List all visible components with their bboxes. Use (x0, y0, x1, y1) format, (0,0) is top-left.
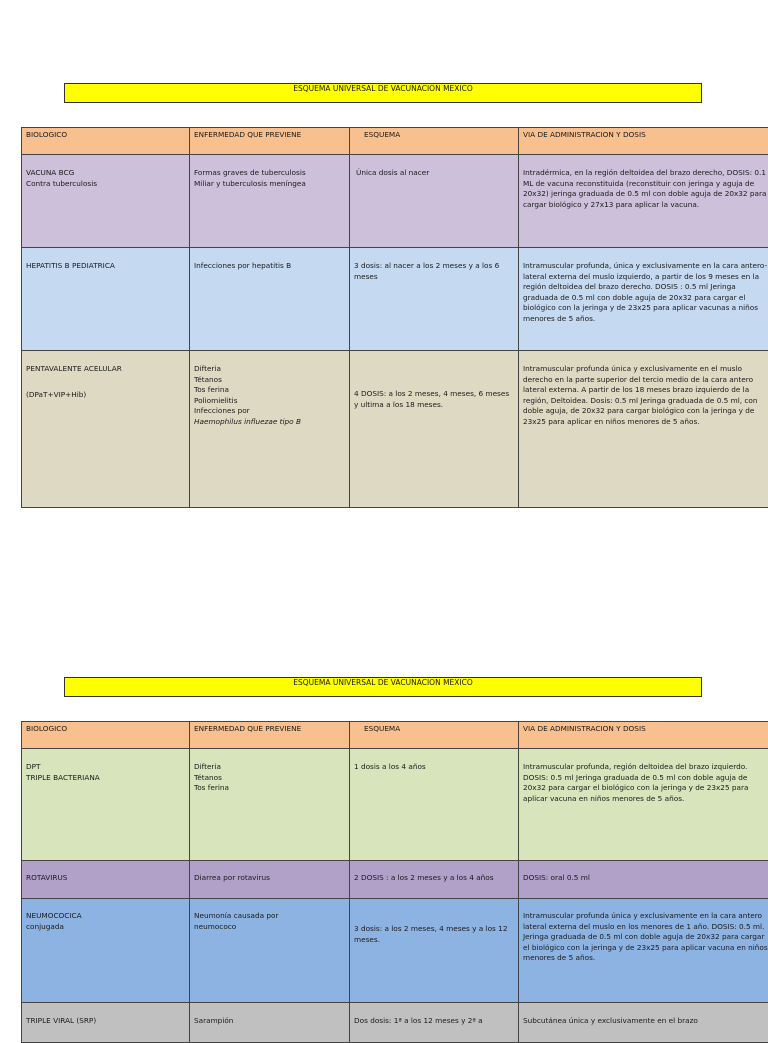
cell-esquema: 4 DOSIS: a los 2 meses, 4 meses, 6 meses y ultima a los 18 meses. (350, 351, 519, 508)
enfermedad-line: Difteria (194, 364, 345, 375)
header-enfermedad: ENFERMEDAD QUE PREVIENE (190, 128, 350, 155)
enfermedad-line: Tétanos (194, 375, 345, 386)
biologico-line: conjugada (26, 922, 185, 933)
cell-enfermedad (190, 1003, 350, 1043)
table-header-row (22, 722, 768, 749)
table-row-bcg (22, 155, 768, 248)
cell-biologico (22, 351, 190, 508)
cell-enfermedad (190, 351, 350, 508)
cell-esquema: 2 DOSIS : a los 2 meses y a los 4 años (350, 861, 519, 899)
table-row-triple-viral (22, 1003, 768, 1043)
cell-enfermedad (190, 861, 350, 899)
biologico-line: NEUMOCOCICA (26, 911, 185, 922)
cell-esquema: Única dosis al nacer (350, 155, 519, 248)
cell-enfermedad (190, 899, 350, 1003)
cell-esquema: 1 dosis a los 4 años (350, 749, 519, 861)
biologico-line: Contra tuberculosis (26, 179, 185, 190)
biologico-line: TRIPLE VIRAL (SRP) (26, 1016, 185, 1027)
cell-biologico (22, 899, 190, 1003)
header-biologico: BIOLOGICO (22, 128, 190, 155)
cell-enfermedad (190, 248, 350, 351)
enfermedad-line: Neumonía causada por (194, 911, 345, 922)
header-enfermedad: ENFERMEDAD QUE PREVIENE (190, 722, 350, 749)
cell-via: Intramuscular profunda única y exclusivamente en el muslo derecho en la parte superior del tercio medio de la cara antero lateral externa. A partir de los 18 meses brazo izquierdo de la región, Deltoidea. Dosis: 0.5 ml Jeringa graduada de 0.5 ml, con doble aguja, de 20x32 para cargar biológico con la jeringa y de 23x25 para aplicar en niños menores de 5 años. (519, 351, 768, 508)
enfermedad-line: neumococo (194, 922, 345, 933)
enfermedad-line: Tos ferina (194, 783, 345, 794)
header-via: VIA DE ADMINISTRACION Y DOSIS (519, 128, 768, 155)
biologico-line: VACUNA BCG (26, 168, 185, 179)
cell-enfermedad (190, 749, 350, 861)
cell-biologico (22, 248, 190, 351)
table-header-row (22, 128, 768, 155)
enfermedad-line-italic: Haemophilus influezae tipo B (194, 417, 345, 428)
enfermedad-line: Poliomielitis (194, 396, 345, 407)
vaccination-table-1 (21, 127, 768, 508)
cell-via: Subcutánea única y exclusivamente en el brazo (519, 1003, 768, 1043)
cell-esquema: 3 dosis: a los 2 meses, 4 meses y a los 12 meses. (350, 899, 519, 1003)
cell-biologico (22, 155, 190, 248)
enfermedad-line: Formas graves de tuberculosis (194, 168, 345, 179)
cell-esquema: 3 dosis: al nacer a los 2 meses y a los 6 meses (350, 248, 519, 351)
cell-via: DOSIS: oral 0.5 ml (519, 861, 768, 899)
cell-biologico (22, 1003, 190, 1043)
biologico-line: PENTAVALENTE ACELULAR (26, 364, 185, 375)
header-esquema: ESQUEMA (350, 128, 519, 155)
enfermedad-line: Sarampión (194, 1016, 345, 1027)
enfermedad-line: Infecciones por hepatitis B (194, 261, 345, 272)
table-row-rotavirus (22, 861, 768, 899)
cell-enfermedad (190, 155, 350, 248)
enfermedad-line: Tos ferina (194, 385, 345, 396)
banner-title-2: ESQUEMA UNIVERSAL DE VACUNACION MEXICO (64, 677, 702, 697)
table-row-dpt (22, 749, 768, 861)
banner-title-1: ESQUEMA UNIVERSAL DE VACUNACION MEXICO (64, 83, 702, 103)
cell-biologico (22, 749, 190, 861)
header-biologico: BIOLOGICO (22, 722, 190, 749)
biologico-line: ROTAVIRUS (26, 873, 185, 884)
table-row-pentavalente (22, 351, 768, 508)
cell-via: Intramuscular profunda, región deltoidea del brazo izquierdo. DOSIS: 0.5 ml Jeringa graduada de 0.5 ml con doble aguja de 20x32 para cargar el biológico con la jeringa y de 23x25 para aplicar vacuna en niños menores de 5 años. (519, 749, 768, 861)
biologico-line: TRIPLE BACTERIANA (26, 773, 185, 784)
cell-via: Intramuscular profunda, única y exclusivamente en la cara antero-lateral externa del muslo izquierdo, a partir de los 9 meses en la región deltoidea del brazo derecho. DOSIS : 0.5 ml Jeringa graduada de 0.5 ml con doble aguja de 20x32 para cargar el biológico con la jeringa y de 23x25 para aplicar vacunas a niños menores de 5 años. (519, 248, 768, 351)
biologico-line: DPT (26, 762, 185, 773)
enfermedad-line: Difteria (194, 762, 345, 773)
cell-via: Intramuscular profunda única y exclusivamente en la cara antero lateral externa del muslo en los menores de 1 año. DOSIS: 0.5 ml. Jeringa graduada de 0.5 ml con doble aguja de 20x32 para cargar el biológico con la jeringa y de 23x25 para aplicar vacuna en niños menores de 5 años. (519, 899, 768, 1003)
cell-via: Intradérmica, en la región deltoidea del brazo derecho, DOSIS: 0.1 ML de vacuna reconstituida (reconstituir con jeringa y aguja de 20x32) jeringa graduada de 0.5 ml con doble aguja de 20x32 para cargar biológico y 27x13 para aplicar la vacuna. (519, 155, 768, 248)
cell-biologico (22, 861, 190, 899)
enfermedad-line: Infecciones por (194, 406, 345, 417)
enfermedad-line: Miliar y tuberculosis meníngea (194, 179, 345, 190)
table-row-neumococica (22, 899, 768, 1003)
table-row-hepatitis-b (22, 248, 768, 351)
biologico-line (26, 375, 185, 390)
header-esquema: ESQUEMA (350, 722, 519, 749)
enfermedad-line: Diarrea por rotavirus (194, 873, 345, 884)
enfermedad-line: Tétanos (194, 773, 345, 784)
header-via: VIA DE ADMINISTRACION Y DOSIS (519, 722, 768, 749)
vaccination-table-2 (21, 721, 768, 1043)
biologico-line: HEPATITIS B PEDIATRICA (26, 261, 185, 272)
biologico-line: (DPaT+VIP+Hib) (26, 390, 185, 401)
cell-esquema: Dos dosis: 1ª a los 12 meses y 2ª a (350, 1003, 519, 1043)
